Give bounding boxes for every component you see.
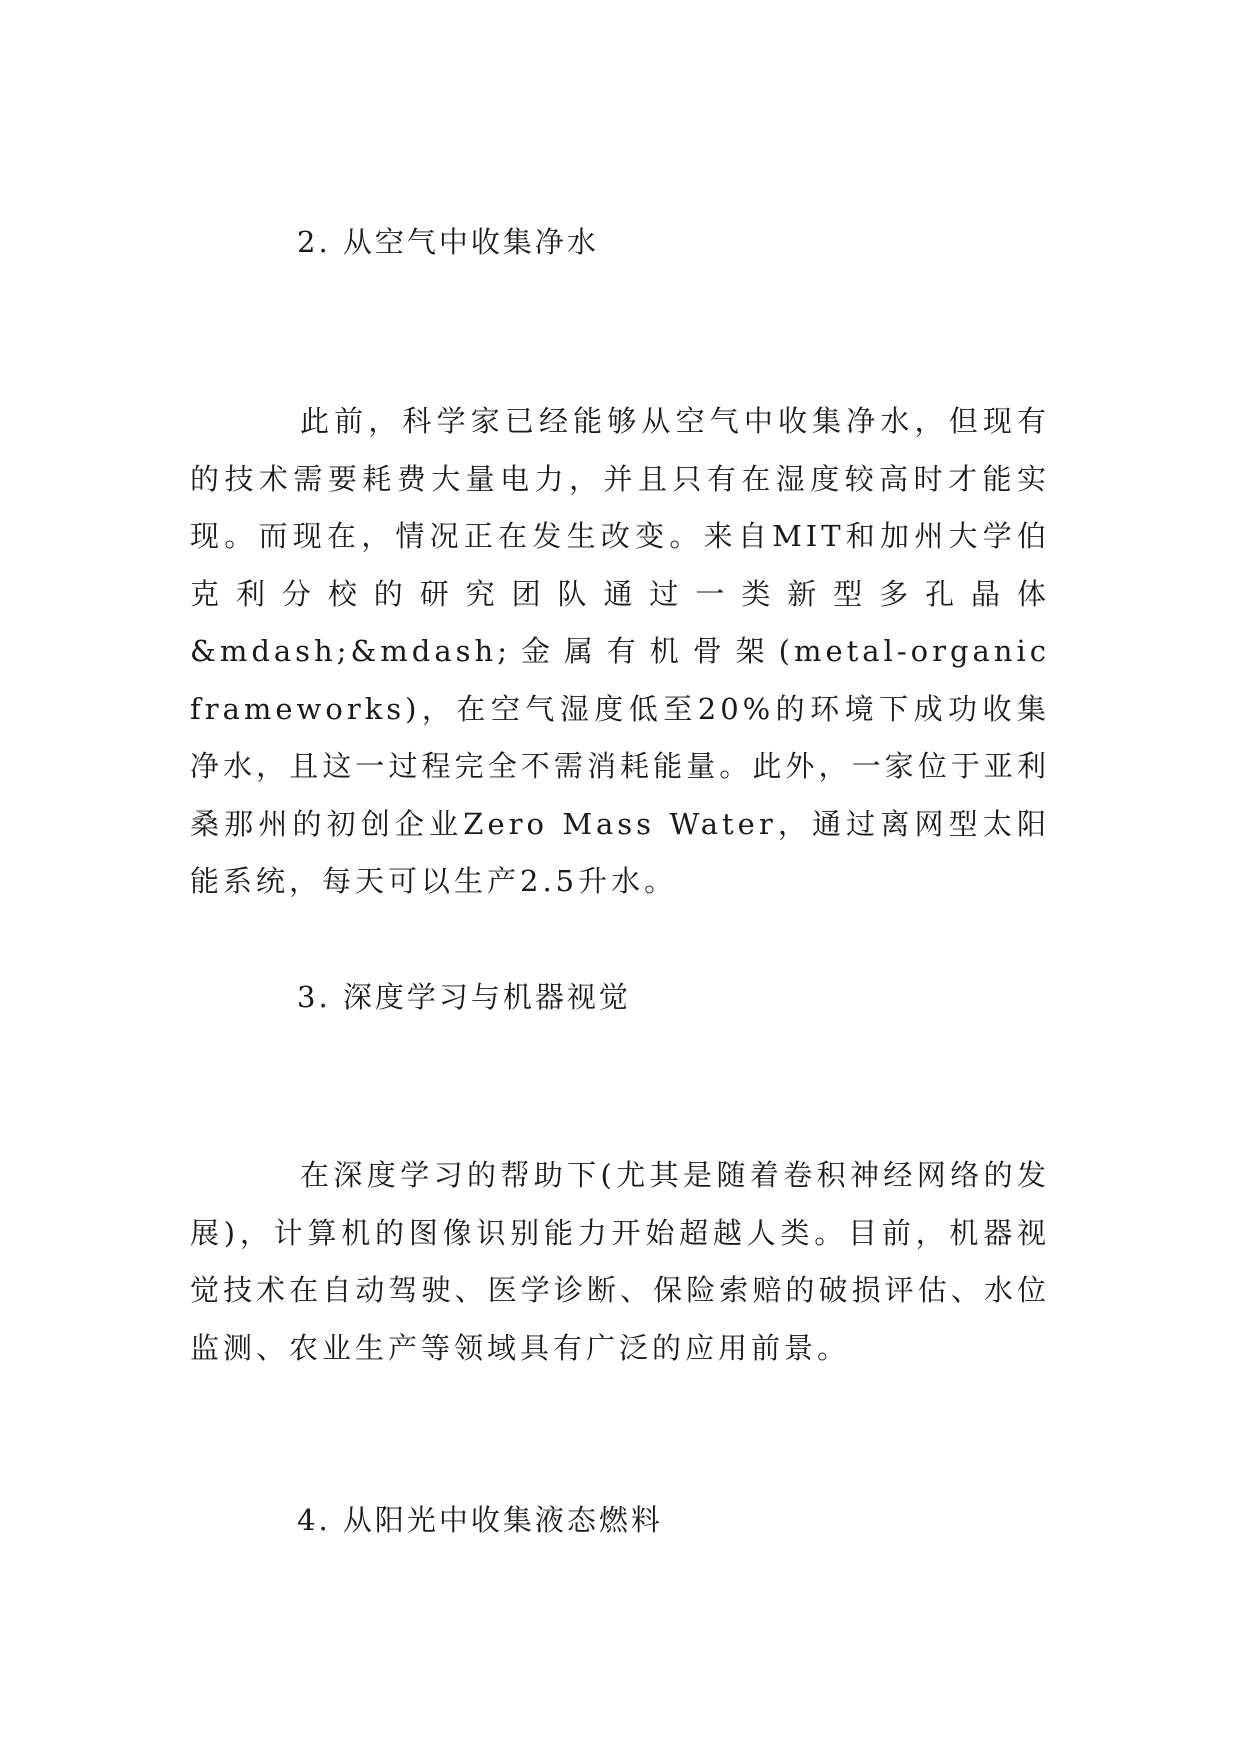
section-heading: 3. 深度学习与机器视觉 — [297, 980, 631, 1014]
section-heading: 4. 从阳光中收集液态燃料 — [297, 1503, 663, 1537]
section-paragraph: 在深度学习的帮助下(尤其是随着卷积神经网络的发展)，计算机的图像识别能力开始超越人类。目前，机器视觉技术在自动驾驶、医学诊断、保险索赔的破损评估、水位监测、农业生产等领域具有广泛的应用前景。 — [190, 1158, 1050, 1365]
section-paragraph: 此前，科学家已经能够从空气中收集净水，但现有的技术需要耗费大量电力，并且只有在湿度较高时才能实现。而现在，情况正在发生改变。来自MIT和加州大学伯克利分校的研究团队通过一类新型多孔晶体&mdash;&mdash;金属有机骨架(metal-organic frameworks)，在空气湿度低至20%的环境下成功收集净水，且这一过程完全不需消耗能量。此外，一家位于亚利桑那州的初创企业Zero Mass Water，通过离网型太阳能系统，每天可以生产2.5升水。 — [190, 404, 1050, 898]
section-heading: 2. 从空气中收集净水 — [297, 225, 599, 259]
